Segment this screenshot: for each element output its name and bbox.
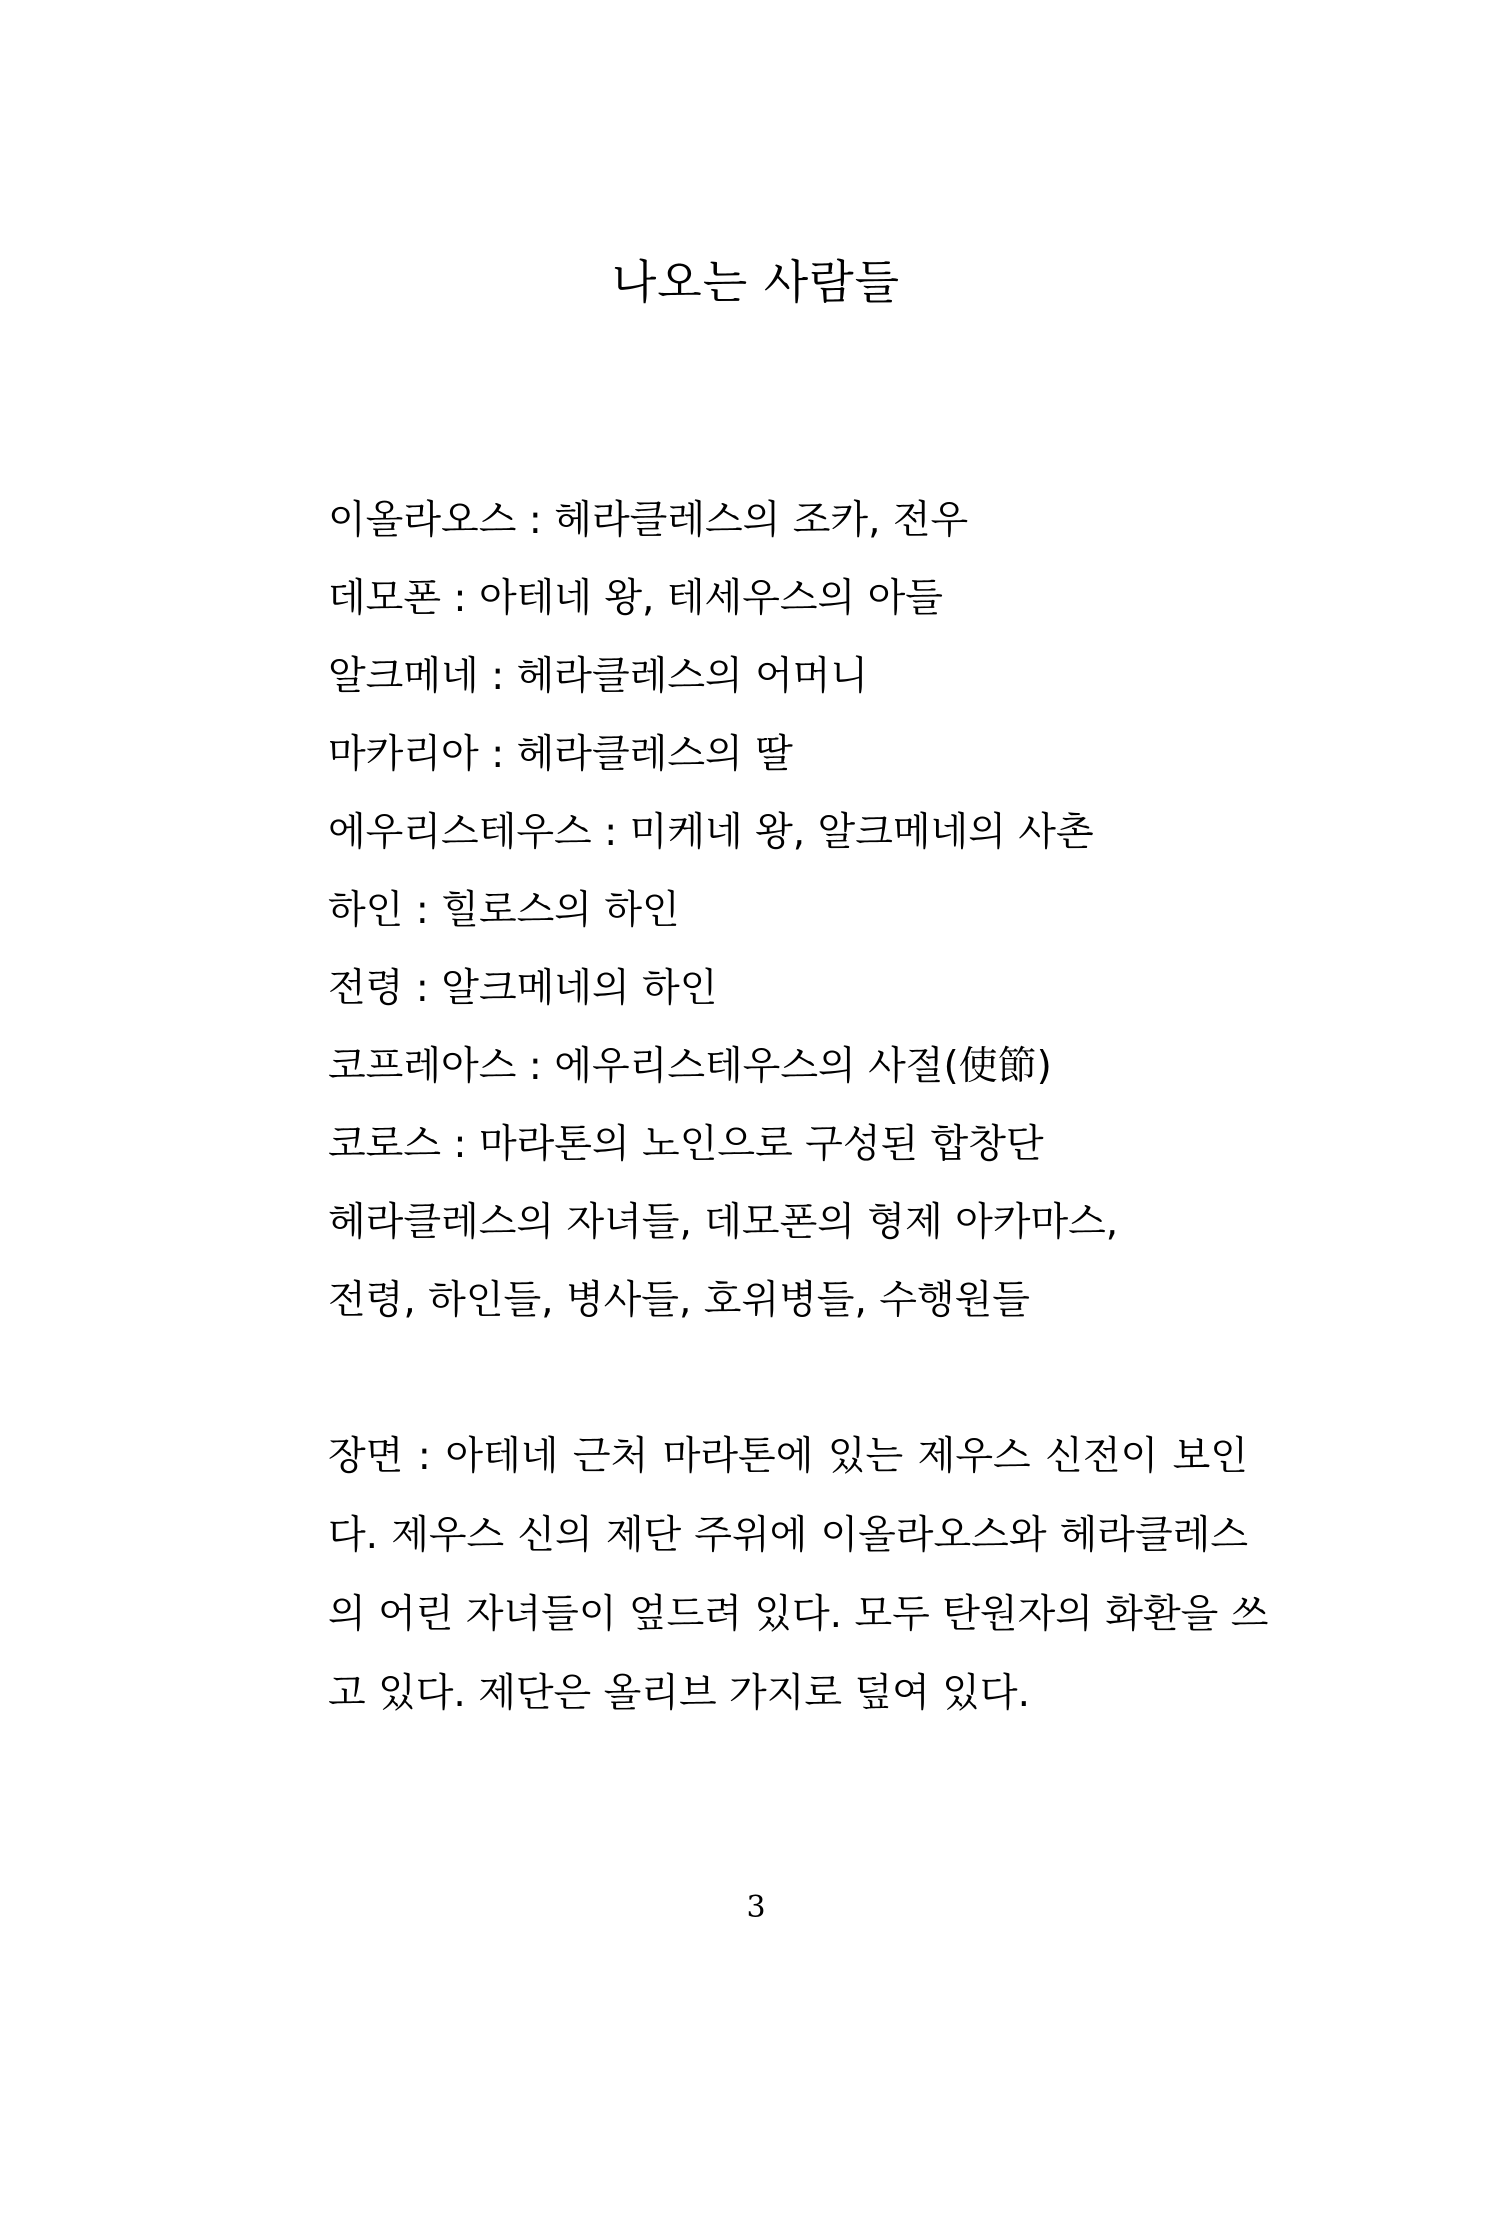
scene-line: 다. 제우스 신의 제단 주위에 이올라오스와 헤라클레스: [328, 1513, 1248, 1558]
scene-line: 장면 : 아테네 근처 마라톤에 있는 제우스 신전이 보인: [328, 1434, 1248, 1479]
cast-list-item: 마카리아 : 헤라클레스의 딸: [328, 732, 793, 777]
cast-list-item: 하인 : 힐로스의 하인: [328, 888, 680, 933]
page-number: 3: [746, 1890, 766, 1925]
cast-list-item: 에우리스테우스 : 미케네 왕, 알크메네의 사촌: [328, 810, 1094, 855]
cast-list: [328, 482, 1248, 1340]
cast-list-item: 데모폰 : 아테네 왕, 테세우스의 아들: [328, 576, 943, 621]
page-title: 나오는 사람들: [611, 255, 901, 309]
cast-list-item: 코프레아스 : 에우리스테우스의 사절(使節): [328, 1044, 1052, 1089]
cast-list-item: 이올라오스 : 헤라클레스의 조카, 전우: [328, 498, 969, 543]
scene-line: 고 있다. 제단은 올리브 가지로 덮여 있다.: [328, 1671, 1030, 1716]
cast-list-item: 알크메네 : 헤라클레스의 어머니: [328, 654, 869, 699]
scene-description: [328, 1417, 1269, 1733]
cast-list-item: 코로스 : 마라톤의 노인으로 구성된 합창단: [328, 1122, 1044, 1167]
cast-list-item: 헤라클레스의 자녀들, 데모폰의 형제 아카마스,: [328, 1200, 1119, 1245]
cast-list-item: 전령, 하인들, 병사들, 호위병들, 수행원들: [328, 1278, 1030, 1323]
cast-list-item: 전령 : 알크메네의 하인: [328, 966, 718, 1011]
scene-line: 의 어린 자녀들이 엎드려 있다. 모두 탄원자의 화환을 쓰: [328, 1592, 1269, 1637]
